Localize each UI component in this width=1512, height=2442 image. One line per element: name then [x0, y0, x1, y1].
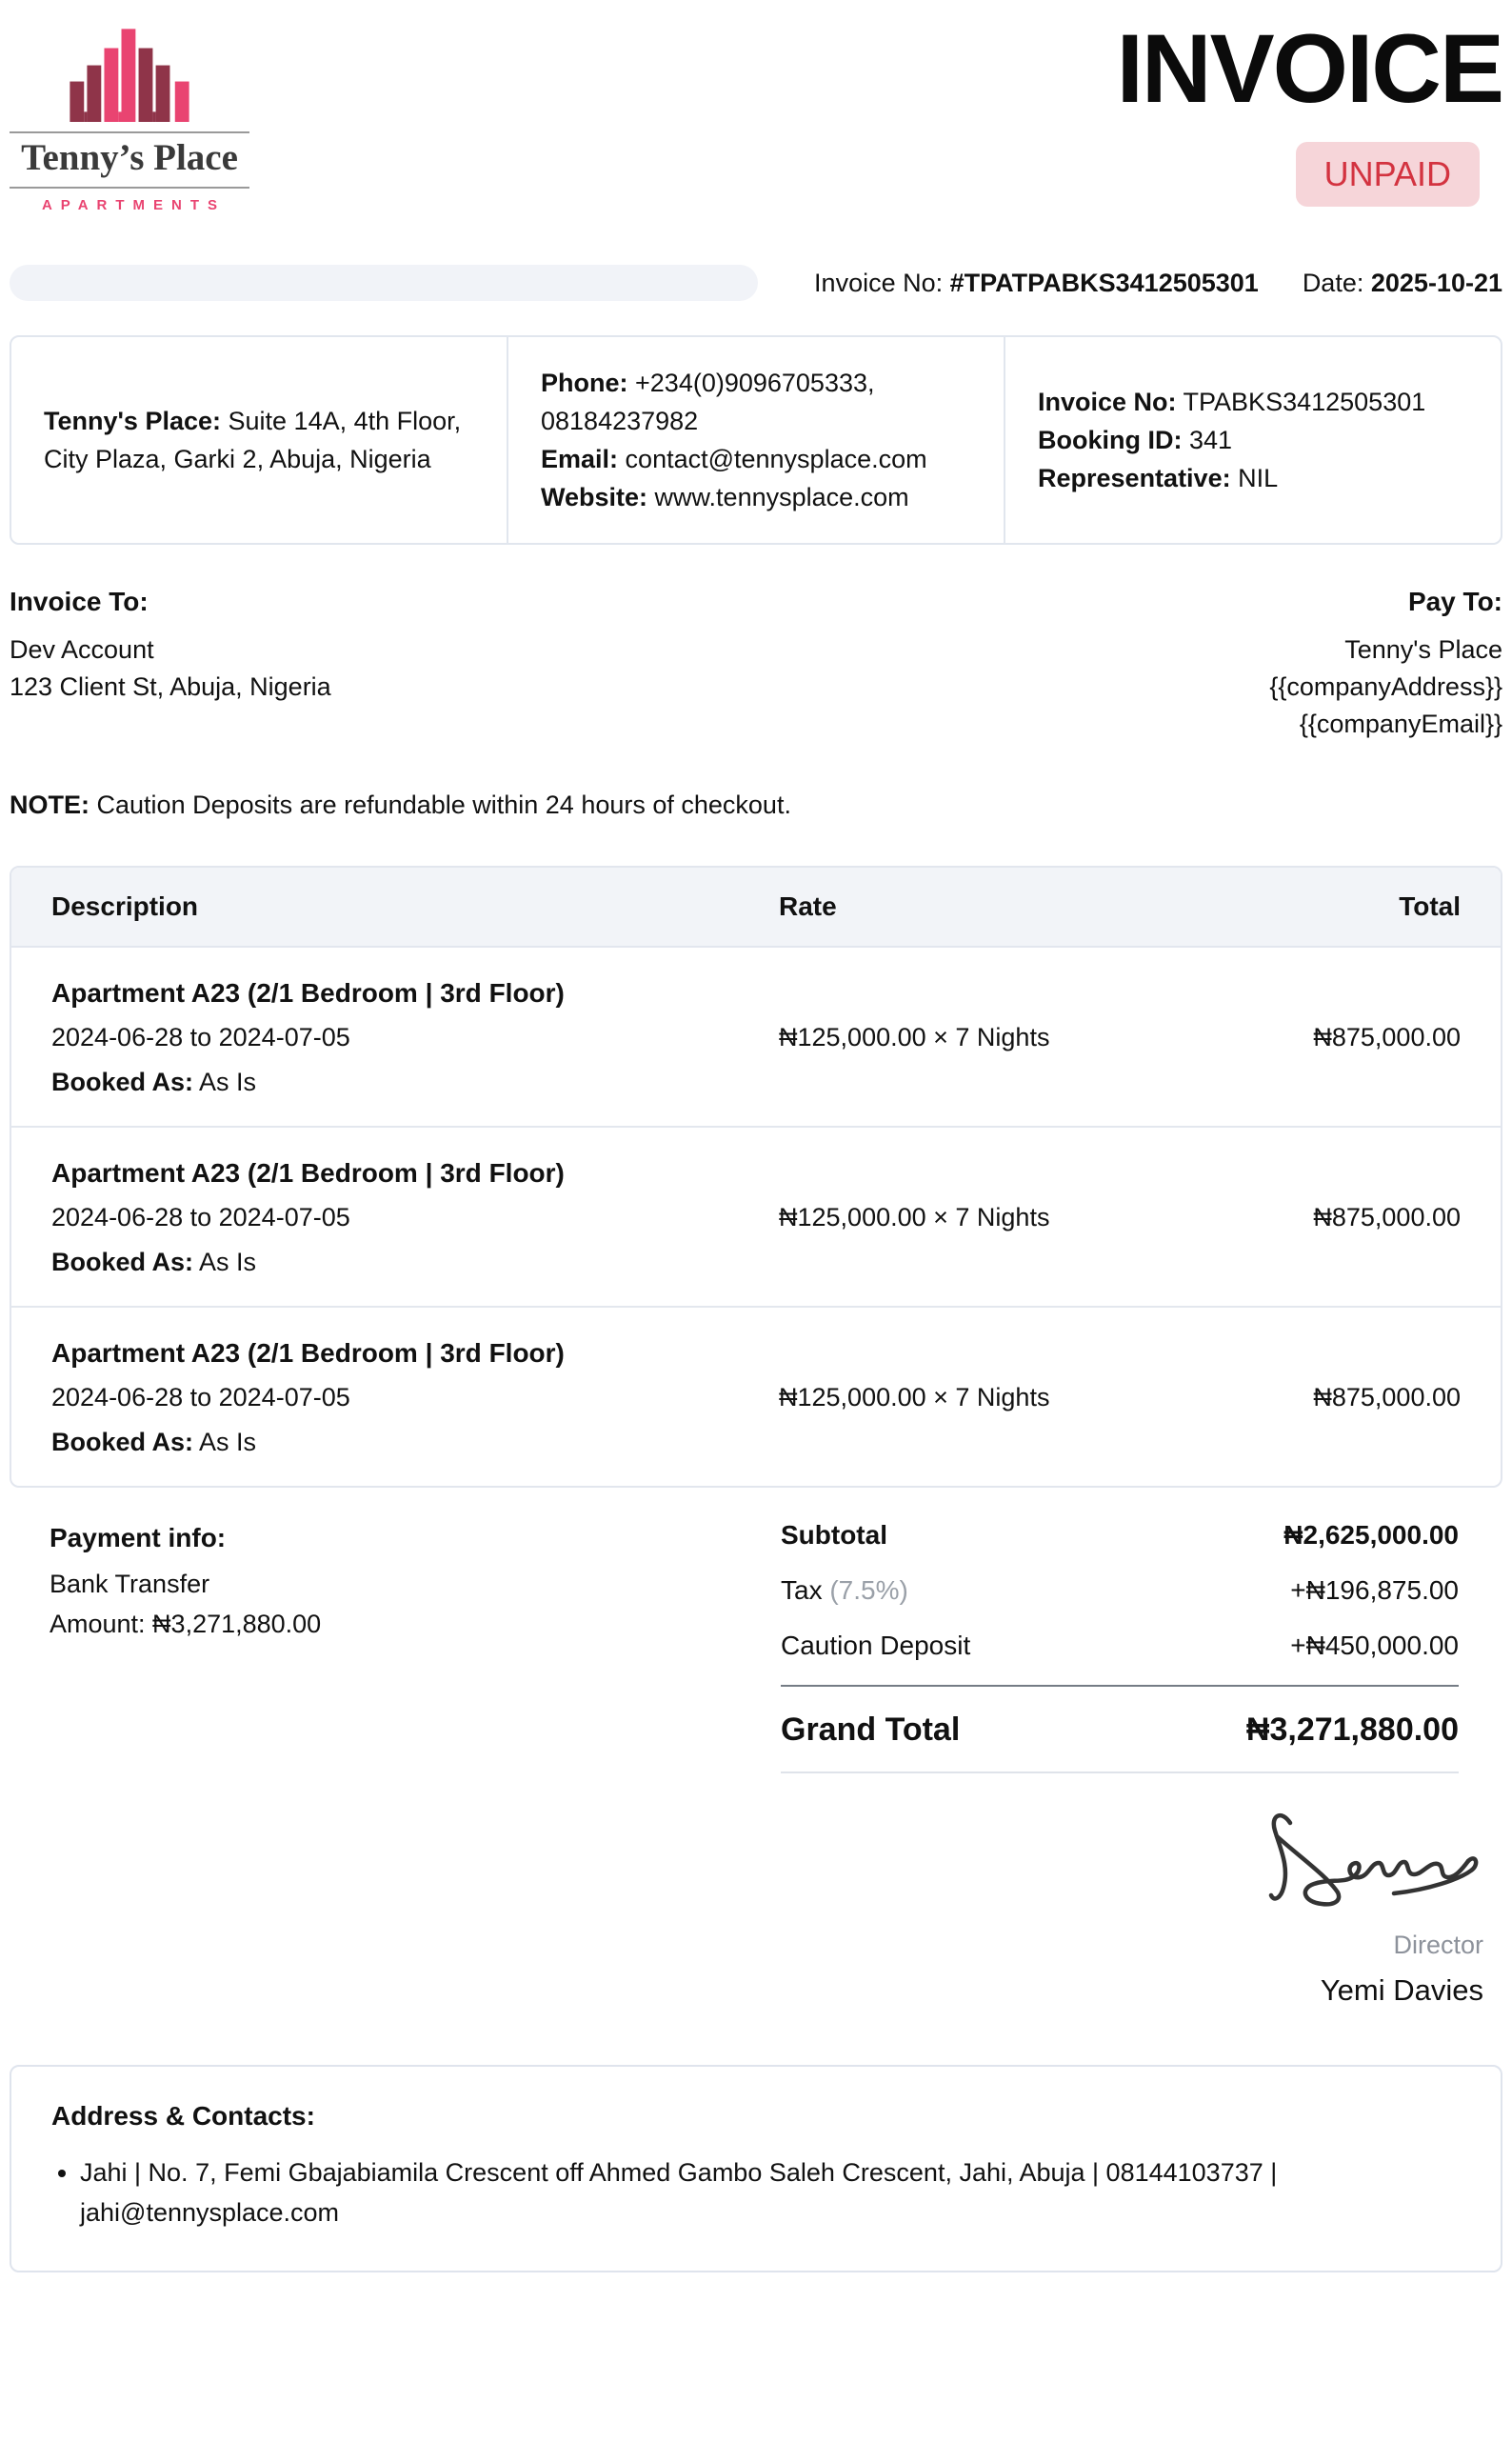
- meta-row: [10, 265, 1502, 301]
- signature-name: Yemi Davies: [1320, 1973, 1483, 2007]
- signature-block: [10, 1808, 1502, 2008]
- table-row: [11, 948, 1501, 1126]
- meta-text: [814, 269, 1502, 298]
- signature-role: Director: [1393, 1931, 1483, 1959]
- row-rate: ₦125,000.00 × 7 Nights: [779, 1203, 1050, 1231]
- tax-row: Tax (7.5%) +₦196,875.00: [781, 1575, 1459, 1605]
- row-booked: Booked As: As Is: [51, 1248, 257, 1276]
- footer-contact-item: • Jahi | No. 7, Femi Gbajabiamila Crescent off Ahmed Gambo Saleh Crescent, Jahi, Abuja | 08144103737 | jahi@tennysplace.com: [80, 2152, 1461, 2232]
- page-title: INVOICE: [1116, 14, 1502, 123]
- caution-deposit-row: Caution Deposit +₦450,000.00: [781, 1631, 1459, 1660]
- row-booked: Booked As: As Is: [51, 1428, 257, 1456]
- row-total: ₦875,000.00: [1313, 1203, 1461, 1231]
- status-badge: UNPAID: [1296, 142, 1480, 207]
- header: [10, 14, 1502, 240]
- company-contact-col: Phone: +234(0)9096705333, 08184237982 Email: contact@tennysplace.com Website: www.tennysplace.com: [507, 337, 1004, 543]
- invoice-to-name: Dev Account: [10, 635, 154, 664]
- meta-invoice-no: Invoice No: #TPATPABKS3412505301: [814, 268, 1259, 297]
- row-total: ₦875,000.00: [1313, 1023, 1461, 1051]
- row-booked: Booked As: As Is: [51, 1068, 257, 1096]
- invoice-to-block: [10, 583, 331, 743]
- line-items-table: [10, 866, 1502, 1488]
- invoice-rows: [11, 948, 1501, 1486]
- payment-method: Bank Transfer: [50, 1570, 210, 1598]
- col-total: Total: [1399, 891, 1461, 921]
- note: NOTE: Caution Deposits are refundable within 24 hours of checkout.: [10, 791, 791, 819]
- row-dates: 2024-06-28 to 2024-07-05: [51, 1023, 350, 1051]
- row-dates: 2024-06-28 to 2024-07-05: [51, 1383, 350, 1411]
- pay-to-block: [1269, 583, 1502, 743]
- pay-to-line: {{companyAddress}}: [1269, 672, 1502, 701]
- title-area: [1116, 14, 1502, 207]
- logo-tagline: APARTMENTS: [41, 197, 227, 213]
- row-rate: ₦125,000.00 × 7 Nights: [779, 1023, 1050, 1051]
- invoice-to-label: Invoice To:: [10, 587, 149, 616]
- invoice-to-address: 123 Client St, Abuja, Nigeria: [10, 672, 331, 701]
- col-rate: Rate: [779, 891, 837, 921]
- company-info-box: [10, 335, 1502, 545]
- signature-icon: [1245, 1808, 1483, 1922]
- table-row: [11, 1126, 1501, 1306]
- row-title: Apartment A23 (2/1 Bedroom | 3rd Floor): [51, 1158, 565, 1188]
- grand-total-row: Grand Total ₦3,271,880.00: [781, 1685, 1459, 1771]
- footer-label: Address & Contacts:: [51, 2101, 315, 2131]
- meta-pill: [10, 265, 758, 301]
- subtotal-row: Subtotal ₦2,625,000.00: [781, 1520, 1459, 1550]
- footer-list: [51, 2152, 1461, 2232]
- row-total: ₦875,000.00: [1313, 1383, 1461, 1411]
- pay-to-label: Pay To:: [1407, 587, 1502, 616]
- payment-amount: Amount: ₦3,271,880.00: [50, 1610, 322, 1638]
- row-title: Apartment A23 (2/1 Bedroom | 3rd Floor): [51, 978, 565, 1008]
- pay-to-line: Tenny's Place: [1344, 635, 1502, 664]
- company-logo: [10, 23, 249, 213]
- row-dates: 2024-06-28 to 2024-07-05: [51, 1203, 350, 1231]
- table-header: [11, 868, 1501, 948]
- row-title: Apartment A23 (2/1 Bedroom | 3rd Floor): [51, 1338, 565, 1368]
- booking-info-col: Invoice No: TPABKS3412505301 Booking ID: 341 Representative: NIL: [1004, 337, 1501, 543]
- company-address-col: Tenny's Place: Suite 14A, 4th Floor, City Plaza, Garki 2, Abuja, Nigeria: [44, 407, 462, 473]
- totals: [781, 1518, 1459, 1773]
- parties: [10, 583, 1502, 743]
- payment-info: [10, 1518, 321, 1644]
- meta-date: Date: 2025-10-21: [1302, 268, 1502, 297]
- row-rate: ₦125,000.00 × 7 Nights: [779, 1383, 1050, 1411]
- summary: [10, 1518, 1502, 1773]
- payment-label: Payment info:: [50, 1523, 227, 1552]
- col-description: Description: [51, 891, 199, 921]
- pay-to-line: {{companyEmail}}: [1299, 710, 1502, 738]
- footer-card: [10, 2065, 1502, 2272]
- logo-name: Tenny’s Place: [10, 131, 249, 189]
- table-row: [11, 1306, 1501, 1486]
- logo-bars-icon: [70, 23, 189, 122]
